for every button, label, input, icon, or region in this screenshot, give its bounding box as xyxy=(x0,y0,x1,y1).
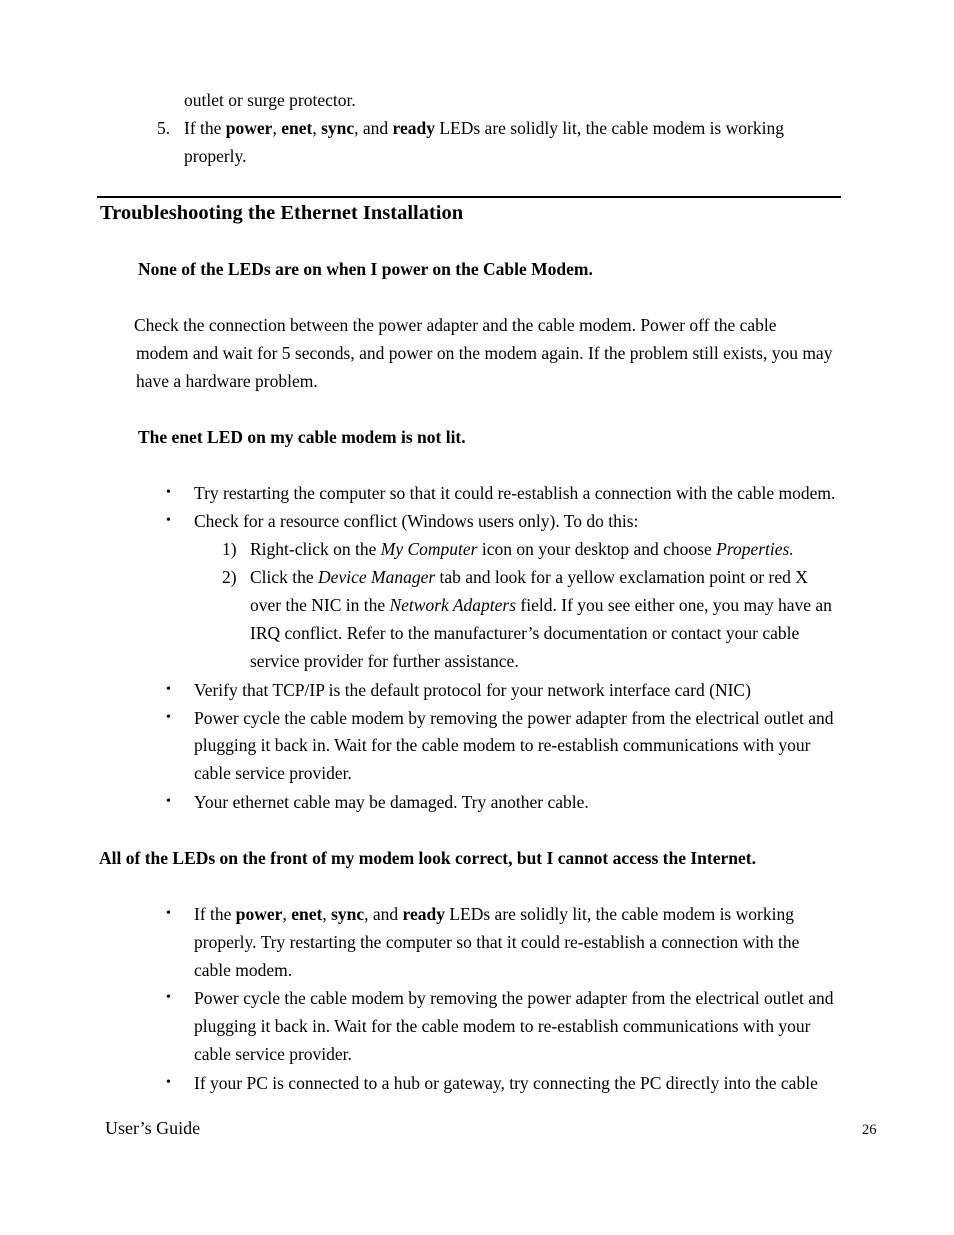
section-divider xyxy=(97,196,841,198)
section-title: Troubleshooting the Ethernet Installation xyxy=(100,202,464,224)
issue-2-bullet-5: Your ethernet cable may be damaged. Try another cable. xyxy=(194,792,589,812)
issue-2-bullet-4-line-2: plugging it back in. Wait for the cable modem to re-establish communications with your xyxy=(194,735,811,755)
issue-2-sub-step-2-line-1: Click the Device Manager tab and look for a yellow exclamation point or red X xyxy=(250,567,808,587)
bullet-icon: • xyxy=(166,710,171,725)
issue-3-bullet-3: If your PC is connected to a hub or gateway, try connecting the PC directly into the cable xyxy=(194,1073,818,1093)
step-5-line-1: If the power, enet, sync, and ready LEDs are solidly lit, the cable modem is working xyxy=(184,118,784,138)
sub-step-number: 1) xyxy=(222,539,237,559)
issue-2-bullet-3: Verify that TCP/IP is the default protocol for your network interface card (NIC) xyxy=(194,680,751,700)
bullet-icon: • xyxy=(166,906,171,921)
my-computer-term: My Computer xyxy=(380,539,478,559)
ready-led-term: ready xyxy=(392,118,435,138)
ready-led-term: ready xyxy=(402,904,445,924)
issue-3-bullet-2-line-2: plugging it back in. Wait for the cable modem to re-establish communications with your xyxy=(194,1016,811,1036)
power-led-term: power xyxy=(235,904,283,924)
issue-1-text-line-2: modem and wait for 5 seconds, and power on the modem again. If the problem still exists, you may xyxy=(136,343,833,363)
issue-2-bullet-2: Check for a resource conflict (Windows users only). To do this: xyxy=(194,511,639,531)
device-manager-term: Device Manager xyxy=(318,567,436,587)
issue-3-heading: All of the LEDs on the front of my modem look correct, but I cannot access the Internet. xyxy=(99,848,756,868)
issue-2-heading: The enet LED on my cable modem is not lit. xyxy=(138,427,466,447)
sub-step-number: 2) xyxy=(222,567,237,587)
issue-1-text-line-1: Check the connection between the power adapter and the cable modem. Power off the cable xyxy=(134,315,777,335)
issue-2-sub-step-1: Right-click on the My Computer icon on your desktop and choose Properties. xyxy=(250,539,794,559)
bullet-icon: • xyxy=(166,513,171,528)
issue-1-heading: None of the LEDs are on when I power on the Cable Modem. xyxy=(138,259,593,279)
issue-1-text-line-3: have a hardware problem. xyxy=(136,371,318,391)
issue-2-bullet-4-line-1: Power cycle the cable modem by removing the power adapter from the electrical outlet and xyxy=(194,708,834,728)
bullet-icon: • xyxy=(166,794,171,809)
issue-2-bullet-1: Try restarting the computer so that it could re-establish a connection with the cable modem. xyxy=(194,483,836,503)
step-number: 5. xyxy=(157,118,171,138)
network-adapters-term: Network Adapters xyxy=(389,595,517,615)
bullet-icon: • xyxy=(166,1075,171,1090)
enet-led-term: enet xyxy=(281,118,313,138)
intro-continuation-text: outlet or surge protector. xyxy=(184,90,356,110)
issue-2-bullet-4-line-3: cable service provider. xyxy=(194,763,352,783)
issue-3-bullet-1-line-1: If the power, enet, sync, and ready LEDs are solidly lit, the cable modem is working xyxy=(194,904,794,924)
issue-2-sub-step-2-line-2: over the NIC in the Network Adapters field. If you see either one, you may have an xyxy=(250,595,832,615)
issue-3-bullet-2-line-3: cable service provider. xyxy=(194,1044,352,1064)
page-number: 26 xyxy=(862,1122,877,1138)
enet-led-term: enet xyxy=(291,904,323,924)
issue-3-bullet-1-line-3: cable modem. xyxy=(194,960,293,980)
power-led-term: power xyxy=(225,118,273,138)
bullet-icon: • xyxy=(166,485,171,500)
sync-led-term: sync xyxy=(321,118,355,138)
bullet-icon: • xyxy=(166,990,171,1005)
properties-term: Properties. xyxy=(716,539,794,559)
footer-title: User’s Guide xyxy=(105,1118,201,1138)
issue-2-sub-step-2-line-3: IRQ conflict. Refer to the manufacturer’s documentation or contact your cable xyxy=(250,623,800,643)
step-5-line-2: properly. xyxy=(184,146,247,166)
bullet-icon: • xyxy=(166,682,171,697)
sync-led-term: sync xyxy=(331,904,365,924)
issue-2-sub-step-2-line-4: service provider for further assistance. xyxy=(250,651,519,671)
issue-3-bullet-1-line-2: properly. Try restarting the computer so that it could re-establish a connection with the xyxy=(194,932,800,952)
issue-3-bullet-2-line-1: Power cycle the cable modem by removing the power adapter from the electrical outlet and xyxy=(194,988,834,1008)
